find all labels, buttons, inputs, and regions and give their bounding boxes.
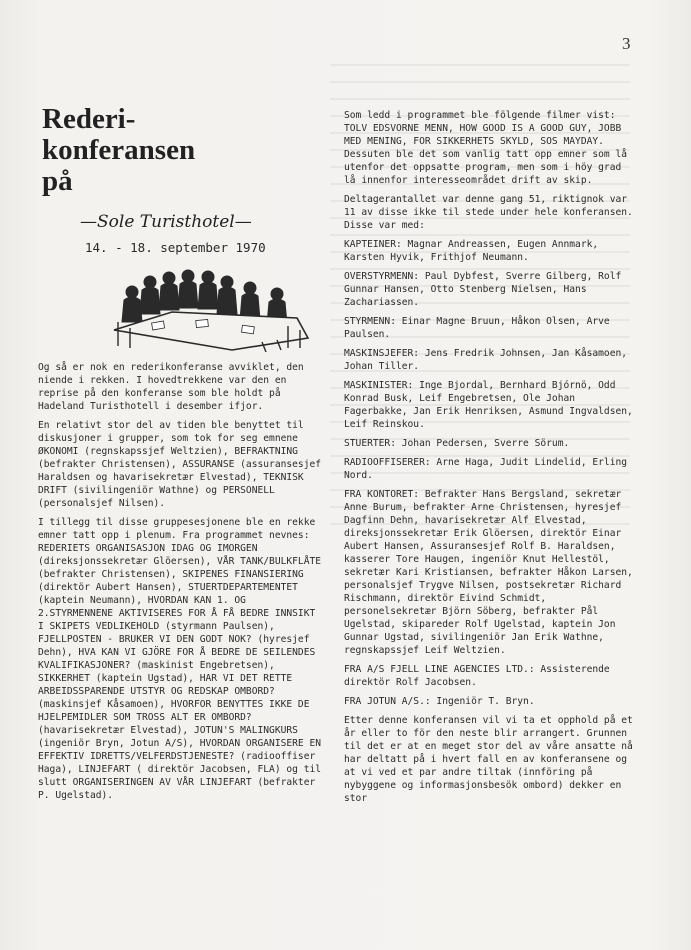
title-line-1: Rederi- <box>42 103 136 135</box>
title-line-3: på <box>42 165 73 197</box>
page-number: 3 <box>622 34 631 53</box>
paragraph: STYRMENN: Einar Magne Bruun, Håkon Olsen, Arve Paulsen. <box>344 316 610 340</box>
paragraph: Deltagerantallet var denne gang 51, riktignok var 11 av disse ikke til stede under hele konferansen. Disse var med: <box>344 194 633 231</box>
paragraph: KAPTEINER: Magnar Andreassen, Eugen Annmark, Karsten Hyvik, Frithjof Neumann. <box>344 239 599 263</box>
paragraph: Og så er nok en rederikonferanse avviklet, den niende i rekken. I hovedtrekkene var den en reprise på den konferanse som ble holdt på Hadeland Turisthotell i desember ifjor. <box>38 362 304 412</box>
paragraph: En relativt stor del av tiden ble benyttet til diskusjoner i grupper, som tok for seg emnene ØKONOMI (regnskapssjef Weltzien), BEFRAKTNING (befrakter Christensen), ASSURANSE (assuransesjef Haraldsen og havarisekretær Elvestad), TEKNISK DRIFT (sivilingeniör Wathne) og PERSONELL (personalsjef Nilsen). <box>38 420 322 509</box>
hotel-name: —Sole Turisthotel— <box>80 212 252 232</box>
paragraph: FRA JOTUN A/S.: Ingeniör T. Bryn. <box>344 696 535 707</box>
paragraph: MASKINSJEFER: Jens Fredrik Johnsen, Jan Kåsamoen, Johan Tiller. <box>344 348 628 372</box>
paragraph: Som ledd i programmet ble fölgende filmer vist: TOLV EDSVORNE MENN, HOW GOOD IS A GOOD GUY, JOBB MED MENING, FOR SIKKERHETS SKYLD, SOS MAYDAY. Dessuten ble det som vanlig tatt opp emner som lå utenfor det oppsatte program, men som i höy grad lå innenfor interesseområdet drift av skip. <box>344 110 628 186</box>
conference-table-illustration <box>112 260 312 352</box>
paragraph: FRA KONTORET: Befrakter Hans Bergsland, sekretær Anne Burum, befrakter Arne Christensen, hyresjef Dagfinn Dehn, havarisekretær Alf Elvestad, direksjonssekretær Erik Glöersen, direktör Einar Aubert Hansen, Assuransesjef Rolf B. Haraldsen, kasserer Tore Haugen, ingeniör Knut Hellestöl, sekretær Kari Kristiansen, befrakter Håkon Larsen, personalsjef Trygve Nilsen, postsekretær Richard Rischmann, direktör Eivind Schmidt, personelsekretær Björn Söberg, befrakter Pål Ugelstad, skipareder Rolf Ugelstad, kaptein Jon Gunnar Ugstad, sivilingeniör Jan Erik Wathne, regnskapssjef Leif Weltzien. <box>344 489 633 656</box>
title-line-2: konferansen <box>42 134 196 166</box>
paragraph: RADIOOFFISERER: Arne Haga, Judit Lindelid, Erling Nord. <box>344 457 628 481</box>
paragraph: Etter denne konferansen vil vi ta et opphold på et år eller to för den neste blir arrangert. Grunnen til det er at en meget stor del av våre ansatte nå har deltatt på i hvert fall en av konferansene og at vi ved et par andre tiltak (innföring på nybyggene og informasjonsbesök ombord) dekker en stor <box>344 715 633 804</box>
paragraph: STUERTER: Johan Pedersen, Sverre Sörum. <box>344 438 570 449</box>
right-column-text <box>344 109 634 811</box>
left-column-text <box>38 361 326 808</box>
event-dates: 14. - 18. september 1970 <box>85 240 266 255</box>
paragraph: MASKINISTER: Inge Bjordal, Bernhard Bjórnö, Odd Konrad Busk, Leif Engebretsen, Ole Johan Fagerbakke, Jan Erik Henriksen, Asmund Ingvaldsen, Leif Reinskou. <box>344 380 633 430</box>
paragraph: OVERSTYRMENN: Paul Dybfest, Sverre Gilberg, Rolf Gunnar Hansen, Otto Stenberg Nielsen, Hans Zachariassen. <box>344 271 622 308</box>
paragraph: FRA A/S FJELL LINE AGENCIES LTD.: Assisterende direktör Rolf Jacobsen. <box>344 664 610 688</box>
paragraph: I tillegg til disse gruppesesjonene ble en rekke emner tatt opp i plenum. Fra programmet nevnes: REDERIETS ORGANISASJON IDAG OG IMORGEN (direksjonssekretær Glöersen), VÅR TANK/BULKFLÅTE (befrakter Christensen), SKIPENES FINANSIERING (direktör Aubert Hansen), STUERTDEPARTEMENTET (kaptein Neumann), HVORDAN KAN 1. OG 2.STYRMENNENE AKTIVISERES FOR Å FÅ BEDRE INNSIKT I SKIPETS VEDLIKEHOLD (styrmann Paulsen), FJELLPOSTEN - BRUKER VI DEN GODT NOK? (hyresjef Dehn), HVA KAN VI GJÖRE FOR Å BEDRE DE SEILENDES KVALIFIKASJONER? (maskinist Engebretsen), SIKKERHET (kaptein Ugstad), HAR VI DET RETTE ARBEIDSSPARENDE UTSTYR OG REDSKAP OMBORD? (maskinsjef Kåsamoen), HVORFOR BENYTTES IKKE DE HJELPEMIDLER SOM TROSS ALT ER OMBORD? (havarisekretær Elvestad), JOTUN'S MALINGKURS (ingeniör Bryn, Jotun A/S), HVORDAN ORGANISERE EN EFFEKTIV IDRETTS/VELFERDSTJENESTE? (radiooffiser Haga), LINJEFART ( direktör Jacobsen, FLA) og til slutt ORGANISERINGEN AV VÅR LINJEFART (befrakter P. Ugelstad). <box>38 517 322 801</box>
article-title <box>42 104 302 197</box>
